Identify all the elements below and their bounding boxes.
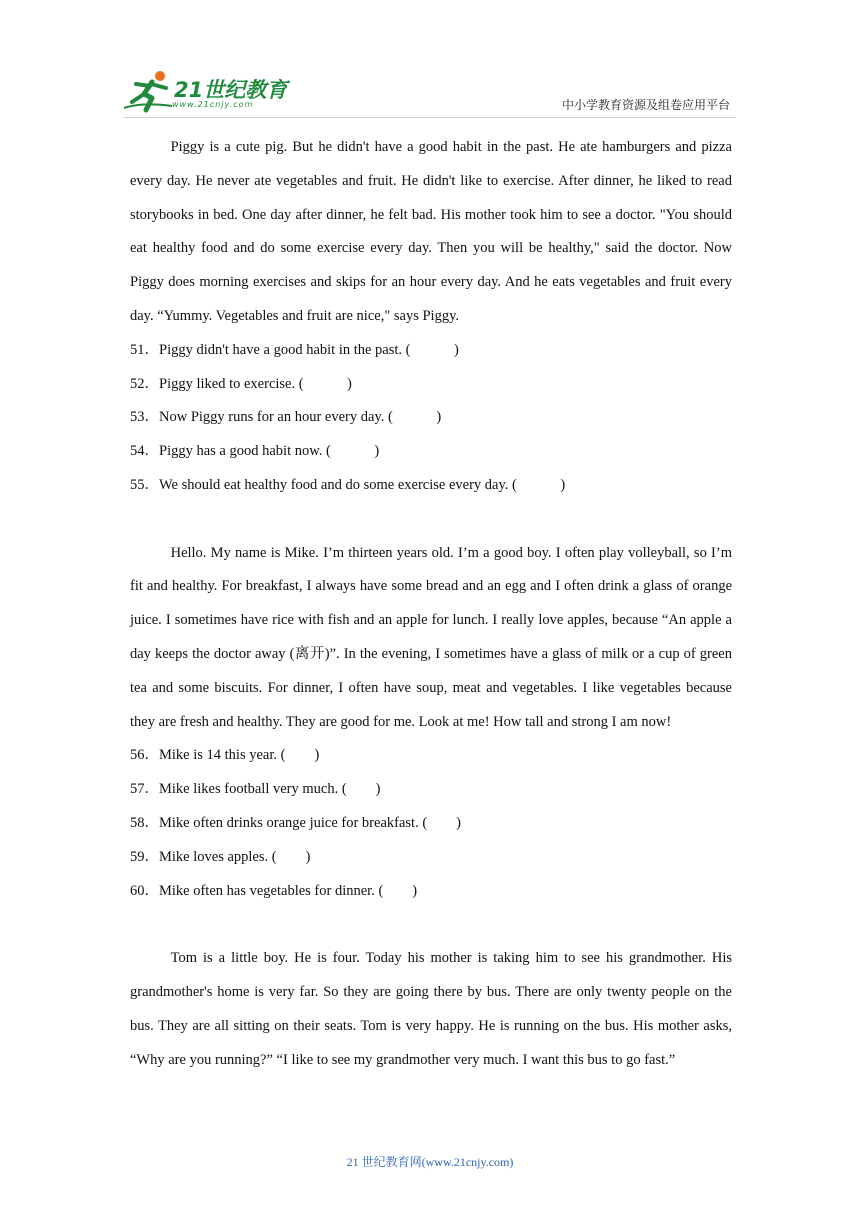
page-footer[interactable]: 21 世纪教育网(www.21cnjy.com) — [346, 1155, 514, 1169]
question-57: 57．Mike likes football very much. ( ) — [130, 781, 381, 798]
section-gap — [130, 503, 732, 537]
passage-3: Tom is a little boy. He is four. Today his mother is taking him to see his grandmother. His grandmother's home is very far. So they are going there by bus. There are only twenty people on the bus. They are all sitting on their seats. Tom is very happy. He is running on the bus. His mother asks, “Why are you running?” “I like to see my grandmother very much. I want this bus to go fast.” — [130, 950, 732, 1068]
question-59: 59．Mike loves apples. ( ) — [130, 848, 311, 865]
logo-url: www.21cnjy.com — [172, 100, 254, 109]
passage-2: Hello. My name is Mike. I’m thirteen years old. I’m a good boy. I often play volleyball, so I’m fit and healthy. For breakfast, I always have some bread and an egg and I often drink a glass of orange juice. I sometimes have rice with fish and an apple for lunch. I really love apples, because “An apple a day keeps the doctor away (离开)”. In the evening, I sometimes have a glass of milk or a cup of green tea and some biscuits. For dinner, I often have soup, meat and vegetables. I like vegetables because they are fresh and healthy. They are good for me. Look at me! How tall and strong I am now! — [130, 544, 732, 730]
question-55: 55．We should eat healthy food and do some exercise every day. ( ) — [130, 476, 566, 493]
section-gap — [130, 908, 732, 942]
question-56: 56．Mike is 14 this year. ( ) — [130, 747, 320, 764]
question-54: 54．Piggy has a good habit now. ( ) — [130, 443, 380, 460]
question-53: 53．Now Piggy runs for an hour every day. ( ) — [130, 409, 442, 426]
page-header — [0, 0, 860, 120]
runner-icon — [122, 68, 178, 114]
question-60: 60．Mike often has vegetables for dinner. ( ) — [130, 882, 418, 899]
question-58: 58．Mike often drinks orange juice for breakfast. ( ) — [130, 814, 461, 831]
question-51: 51．Piggy didn't have a good habit in the past. ( ) — [130, 341, 459, 358]
logo-text: 21世纪教育 — [174, 78, 288, 102]
passage-1: Piggy is a cute pig. But he didn't have a good habit in the past. He ate hamburgers and pizza every day. He never ate vegetables and fruit. He didn't like to exercise. After dinner, he liked to read storybooks in bed. One day after dinner, he felt bad. His mother took him to see a doctor. "You should eat healthy food and do some exercise every day. Then you will be healthy," said the doctor. Now Piggy does morning exercises and skips for an hour every day. And he eats vegetables and fruit every day. “Yummy. Vegetables and fruit are nice," says Piggy. — [130, 139, 732, 324]
header-divider — [124, 117, 736, 118]
question-52: 52．Piggy liked to exercise. ( ) — [130, 375, 352, 392]
document-body — [130, 131, 732, 1077]
platform-title: 中小学教育资源及组卷应用平台 — [561, 98, 730, 112]
site-logo[interactable] — [122, 68, 292, 114]
